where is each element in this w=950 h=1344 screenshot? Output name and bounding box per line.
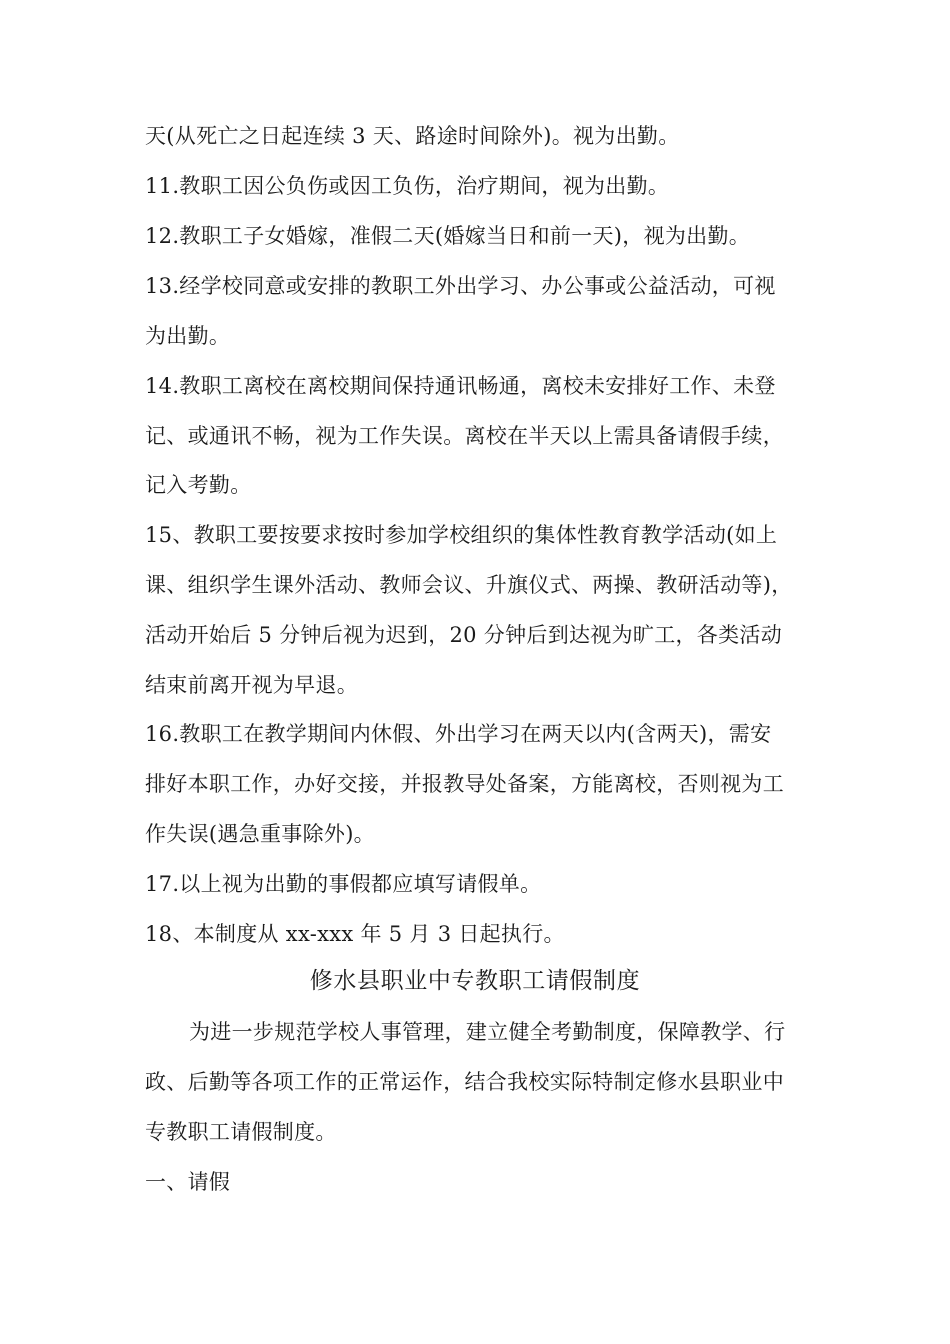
text-line: 作失误(遇急重事除外)。: [145, 822, 375, 846]
text-line: 11.教职工因公负伤或因工负伤，治疗期间，视为出勤。: [145, 174, 670, 198]
text-line: 为出勤。: [145, 324, 231, 348]
text-line: 16.教职工在教学期间内休假、外出学习在两天以内(含两天)，需安: [145, 722, 772, 746]
text-line: 结束前离开视为早退。: [145, 673, 358, 697]
text-line: 排好本职工作，办好交接，并报教导处备案，方能离校，否则视为工: [145, 772, 784, 796]
text-line: 13.经学校同意或安排的教职工外出学习、办公事或公益活动，可视: [145, 274, 776, 298]
text-line: 专教职工请假制度。: [145, 1120, 337, 1144]
text-line: 14.教职工离校在离校期间保持通讯畅通，离校未安排好工作、未登: [145, 374, 776, 398]
section-heading: 一、请假: [145, 1170, 231, 1194]
text-line: 记、或通讯不畅，视为工作失误。离校在半天以上需具备请假手续，: [145, 424, 784, 448]
text-line: 12.教职工子女婚嫁，准假二天(婚嫁当日和前一天)，视为出勤。: [145, 224, 751, 248]
text-line: 天(从死亡之日起连续 3 天、路途时间除外)。视为出勤。: [145, 124, 680, 148]
text-line: 课、组织学生课外活动、教师会议、升旗仪式、两操、教研活动等)，: [145, 573, 793, 597]
text-line: 活动开始后 5 分钟后视为迟到，20 分钟后到达视为旷工，各类活动: [145, 623, 783, 647]
text-line: 17.以上视为出勤的事假都应填写请假单。: [145, 872, 542, 896]
text-line: 政、后勤等各项工作的正常运作，结合我校实际特制定修水县职业中: [145, 1070, 784, 1094]
text-line: 记入考勤。: [145, 473, 252, 497]
text-line: 18、本制度从 xx-xxx 年 5 月 3 日起执行。: [145, 922, 565, 946]
document-title: 修水县职业中专教职工请假制度: [309, 968, 641, 994]
paragraph-first-line: 为进一步规范学校人事管理，建立健全考勤制度，保障教学、行: [189, 1020, 786, 1044]
text-line: 15、教职工要按要求按时参加学校组织的集体性教育教学活动(如上: [145, 523, 778, 547]
